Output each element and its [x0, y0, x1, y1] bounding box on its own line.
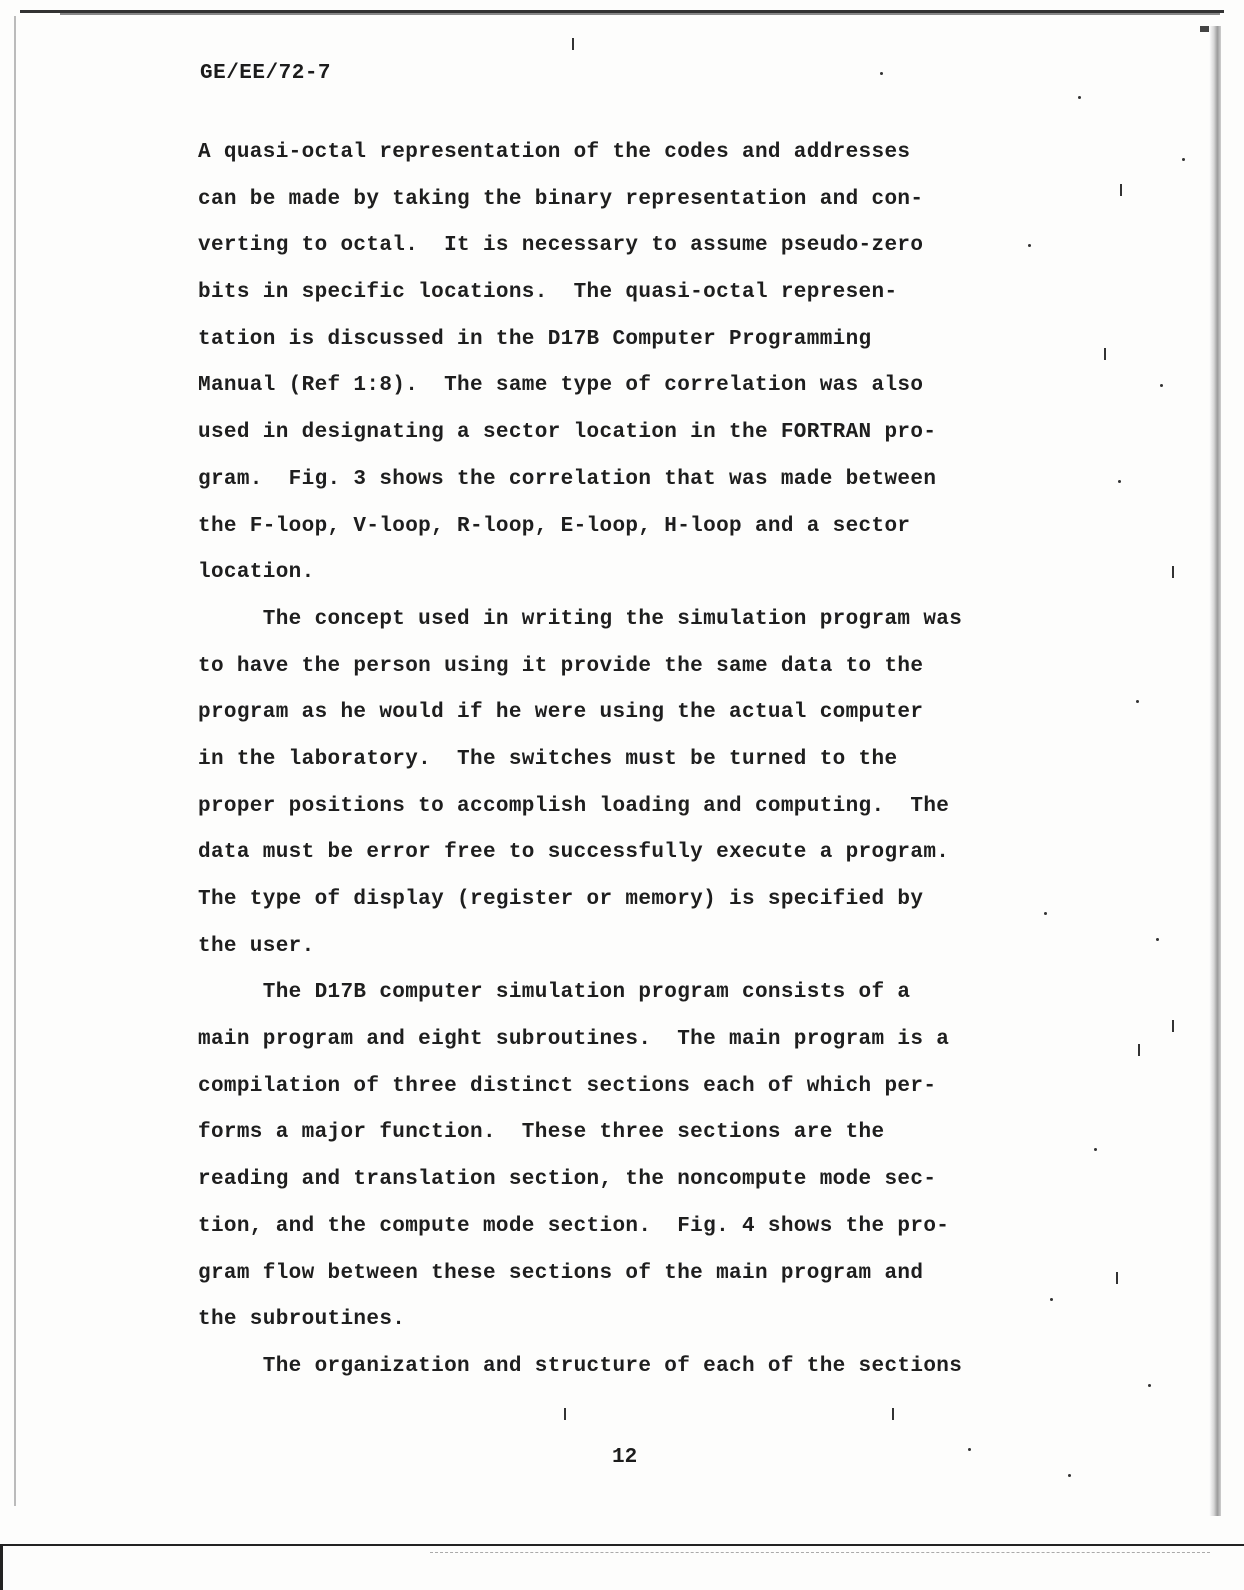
scan-tick	[892, 1408, 894, 1420]
scan-speck	[1118, 480, 1121, 483]
text-line: tation is discussed in the D17B Computer Programming	[198, 327, 872, 351]
text-line: to have the person using it provide the same data to the	[198, 654, 924, 678]
text-line: The concept used in writing the simulation program was	[198, 607, 963, 631]
scan-speck	[1044, 912, 1047, 915]
text-line: in the laboratory. The switches must be turned to the	[198, 747, 898, 771]
text-line: the F-loop, V-loop, R-loop, E-loop, H-loop and a sector	[198, 514, 911, 538]
text-line: compilation of three distinct sections each of which per-	[198, 1074, 937, 1098]
text-line: The type of display (register or memory) is specified by	[198, 888, 924, 911]
scan-tick	[1172, 566, 1174, 578]
scan-speck	[1136, 700, 1139, 703]
bottom-frame-line	[0, 1544, 1244, 1546]
text-line: gram flow between these sections of the main program and	[198, 1261, 924, 1285]
scan-speck	[968, 1448, 971, 1451]
scan-tick	[572, 38, 574, 50]
bottom-frame-corner	[0, 1544, 3, 1590]
top-border-shadow	[60, 13, 1220, 15]
text-line: A quasi-octal representation of the codes and addresses	[198, 141, 911, 164]
text-line: can be made by taking the binary representation and con-	[198, 187, 924, 211]
scan-speck	[1156, 938, 1159, 941]
text-line: the user.	[198, 934, 315, 958]
scan-tick	[1172, 1020, 1174, 1032]
text-line: bits in specific locations. The quasi-octal represen-	[198, 281, 898, 305]
text-line: used in designating a sector location in the FORTRAN pro-	[198, 421, 937, 445]
bottom-dashed-line	[430, 1552, 1210, 1553]
scan-speck	[1094, 1148, 1097, 1151]
scan-tick	[1120, 184, 1122, 196]
scan-tick	[1116, 1272, 1118, 1284]
page-number: 12	[612, 1446, 638, 1469]
text-line: reading and translation section, the noncompute mode sec-	[198, 1168, 937, 1192]
text-line: tion, and the compute mode section. Fig. 4 shows the pro-	[198, 1214, 950, 1238]
scan-tick	[564, 1408, 566, 1420]
text-line: The organization and structure of each of the sections	[198, 1354, 963, 1378]
text-line: location.	[198, 561, 315, 585]
text-line: gram. Fig. 3 shows the correlation that was made between	[198, 467, 937, 491]
scan-speck	[1068, 1474, 1071, 1477]
scan-speck	[880, 72, 883, 75]
right-border	[1209, 26, 1221, 1516]
scan-speck	[1148, 1384, 1151, 1387]
scan-speck	[1028, 244, 1031, 247]
text-line: The D17B computer simulation program consists of a	[198, 981, 911, 1005]
left-border	[14, 16, 16, 1506]
scan-speck	[1182, 158, 1185, 161]
scan-speck	[1078, 96, 1081, 99]
text-line: forms a major function. These three sections are the	[198, 1121, 885, 1145]
scan-tick	[1104, 348, 1106, 360]
document-header: GE/EE/72-7	[200, 62, 332, 85]
scan-speck	[1160, 384, 1163, 387]
text-line: the subroutines.	[198, 1308, 406, 1332]
text-line: Manual (Ref 1:8). The same type of correlation was also	[198, 374, 924, 398]
text-line: proper positions to accomplish loading and computing. The	[198, 794, 950, 818]
scan-speck	[1050, 1298, 1053, 1301]
text-line: verting to octal. It is necessary to assume pseudo-zero	[198, 234, 924, 258]
body-text	[198, 130, 1048, 1391]
text-line: data must be error free to successfully execute a program.	[198, 841, 950, 865]
text-line: program as he would if he were using the actual computer	[198, 701, 924, 725]
scan-tick	[1138, 1044, 1140, 1056]
text-line: main program and eight subroutines. The main program is a	[198, 1028, 950, 1052]
